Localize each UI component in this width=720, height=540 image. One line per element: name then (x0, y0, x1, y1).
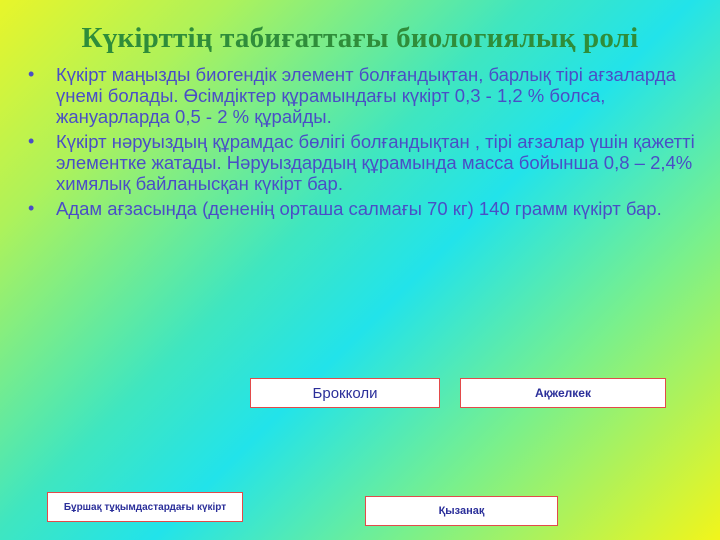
bullet-item-3 (22, 198, 702, 219)
kyzanak-button[interactable]: Қызанақ (365, 496, 558, 526)
bullet-dot-icon: • (28, 131, 35, 151)
legumes-sulfur-button[interactable]: Бұршақ тұқымдастардағы күкірт (47, 492, 243, 522)
slide-title: Күкірттің табиғаттағы биологиялық ролі (81, 22, 639, 54)
bullet-text-3: Адам ағзасында (дененің орташа салмағы 70 кг) 140 грамм күкірт бар. (56, 198, 662, 219)
bullet-dot-icon: • (28, 198, 35, 218)
broccoli-button[interactable]: Брокколи (250, 378, 440, 408)
bullet-text-2: Күкірт нәруыздың құрамдас бөлігі болғандықтан , тірі ағзалар үшін қажетті элементке жатады. Нәруыздардың құрамында масса бойынша 0,8 – 2,4% химялық байланысқан күкірт бар. (56, 131, 695, 194)
bullet-dot-icon: • (28, 64, 35, 84)
bullet-list (22, 64, 702, 223)
bullet-text-1: Күкірт маңызды биогендік элемент болғандықтан, барлық тірі ағзаларда үнемі болады. Өсімдіктер құрамындағы күкірт 0,3 - 1,2 % болса, жануарларда 0,5 - 2 % құрайды. (56, 64, 676, 127)
bullet-item-2 (22, 131, 702, 194)
bullet-item-1 (22, 64, 702, 127)
redcurrant-button[interactable]: Ақжелкек (460, 378, 666, 408)
